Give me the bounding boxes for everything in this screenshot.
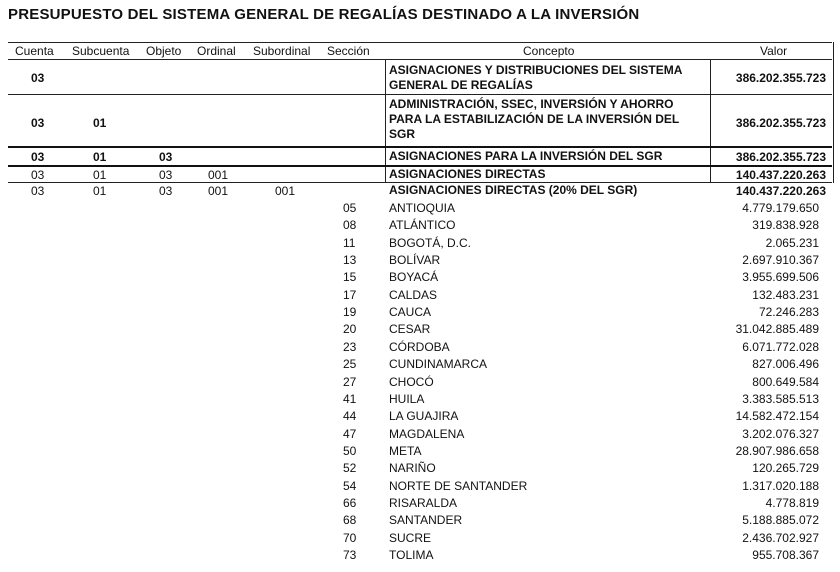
department-name: BOYACÁ bbox=[389, 270, 439, 285]
department-name: ATLÁNTICO bbox=[389, 218, 456, 233]
department-seccion: 11 bbox=[343, 235, 356, 250]
department-row bbox=[0, 494, 840, 511]
department-seccion: 54 bbox=[343, 478, 357, 493]
row-concepto: ADMINISTRACIÓN, SSEC, INVERSIÓN Y AHORRO PARA LA ESTABILIZACIÓN DE LA INVERSIÓN DEL SGR bbox=[389, 97, 680, 141]
department-seccion: 15 bbox=[343, 270, 357, 285]
department-valor: 4.779.179.650 bbox=[742, 201, 819, 215]
department-name: HUILA bbox=[389, 391, 425, 406]
department-seccion: 20 bbox=[343, 322, 357, 337]
department-seccion: 47 bbox=[343, 426, 357, 441]
department-valor: 14.582.472.154 bbox=[735, 409, 819, 424]
department-seccion: 13 bbox=[343, 253, 357, 268]
header-objeto: Objeto bbox=[146, 44, 182, 58]
department-name: CÓRDOBA bbox=[389, 339, 450, 354]
department-valor: 2.697.910.367 bbox=[742, 253, 819, 268]
department-seccion: 23 bbox=[343, 339, 357, 354]
department-row bbox=[0, 286, 840, 303]
department-name: SUCRE bbox=[389, 530, 432, 545]
header-seccion: Sección bbox=[327, 44, 370, 58]
row-valor: 140.437.220.263 bbox=[735, 184, 826, 198]
department-row bbox=[0, 251, 840, 268]
department-row bbox=[0, 355, 840, 372]
department-valor: 800.649.584 bbox=[752, 374, 819, 389]
department-name: LA GUAJIRA bbox=[389, 409, 459, 424]
department-row bbox=[0, 511, 840, 528]
department-name: CHOCÓ bbox=[389, 374, 434, 389]
header-bottom-rule bbox=[8, 59, 832, 60]
department-name: TOLIMA bbox=[389, 548, 434, 562]
department-valor: 72.246.283 bbox=[758, 305, 819, 320]
department-seccion: 19 bbox=[343, 305, 357, 320]
department-seccion: 08 bbox=[343, 218, 357, 233]
department-row bbox=[0, 320, 840, 337]
department-seccion: 70 bbox=[343, 530, 357, 545]
department-row bbox=[0, 268, 840, 285]
department-valor: 319.838.928 bbox=[752, 218, 819, 233]
department-name: SANTANDER bbox=[389, 513, 463, 528]
row-cuenta: 03 bbox=[31, 116, 45, 130]
department-row bbox=[0, 477, 840, 494]
department-valor: 5.188.885.072 bbox=[742, 513, 819, 528]
department-seccion: 05 bbox=[343, 201, 357, 215]
department-row bbox=[0, 442, 840, 459]
row-valor: 140.437.220.263 bbox=[735, 168, 826, 182]
department-valor: 3.383.585.513 bbox=[742, 391, 819, 406]
header-subcuenta: Subcuenta bbox=[72, 44, 130, 58]
header-cuenta: Cuenta bbox=[15, 44, 54, 58]
row-ordinal: 001 bbox=[208, 184, 229, 198]
department-name: CALDAS bbox=[389, 287, 438, 302]
department-row bbox=[0, 459, 840, 476]
department-seccion: 50 bbox=[343, 443, 357, 458]
row-concepto: ASIGNACIONES PARA LA INVERSIÓN DEL SGR bbox=[389, 149, 663, 163]
department-row bbox=[0, 390, 840, 407]
department-name: BOGOTÁ, D.C. bbox=[389, 235, 472, 250]
department-valor: 31.042.885.489 bbox=[735, 322, 819, 337]
department-row bbox=[0, 407, 840, 424]
department-seccion: 41 bbox=[343, 391, 357, 406]
department-row bbox=[0, 338, 840, 355]
department-name: RISARALDA bbox=[389, 495, 458, 510]
row-concepto: ASIGNACIONES DIRECTAS (20% DEL SGR) bbox=[389, 183, 638, 197]
department-row bbox=[0, 303, 840, 320]
department-name: BOLÍVAR bbox=[389, 253, 441, 268]
department-seccion: 25 bbox=[343, 357, 357, 372]
department-valor: 4.778.819 bbox=[765, 495, 819, 510]
row-valor: 386.202.355.723 bbox=[735, 116, 826, 130]
department-name: ANTIOQUIA bbox=[389, 201, 456, 215]
department-valor: 28.907.986.658 bbox=[735, 443, 819, 458]
department-seccion: 52 bbox=[343, 461, 357, 476]
header-subordinal: Subordinal bbox=[253, 44, 311, 58]
department-seccion: 17 bbox=[343, 287, 357, 302]
department-name: NORTE DE SANTANDER bbox=[389, 478, 528, 493]
department-row bbox=[0, 373, 840, 390]
header-valor: Valor bbox=[760, 44, 788, 58]
department-valor: 1.317.020.188 bbox=[742, 478, 819, 493]
row-valor: 386.202.355.723 bbox=[735, 150, 826, 164]
department-name: CESAR bbox=[389, 322, 431, 337]
row-subcuenta: 01 bbox=[93, 168, 107, 182]
row-objeto: 03 bbox=[159, 168, 173, 182]
department-valor: 955.708.367 bbox=[752, 548, 819, 562]
row-concepto: ASIGNACIONES DIRECTAS bbox=[389, 167, 546, 181]
department-seccion: 68 bbox=[343, 513, 357, 528]
department-valor: 6.071.772.028 bbox=[742, 339, 819, 354]
department-valor: 827.006.496 bbox=[752, 357, 819, 372]
row-cuenta: 03 bbox=[31, 150, 45, 164]
page-title: PRESUPUESTO DEL SISTEMA GENERAL DE REGALÍAS DESTINADO A LA INVERSIÓN bbox=[8, 6, 640, 23]
row-ordinal: 001 bbox=[208, 168, 229, 182]
department-valor: 2.436.702.927 bbox=[742, 530, 819, 545]
department-name: CUNDINAMARCA bbox=[389, 357, 488, 372]
department-row bbox=[0, 529, 840, 546]
row-subcuenta: 01 bbox=[93, 116, 107, 130]
row-objeto: 03 bbox=[159, 184, 173, 198]
department-seccion: 44 bbox=[343, 409, 357, 424]
row-cuenta: 03 bbox=[31, 71, 45, 85]
department-name: NARIÑO bbox=[389, 461, 436, 476]
row-rule bbox=[8, 146, 832, 148]
department-seccion: 66 bbox=[343, 495, 357, 510]
row-subcuenta: 01 bbox=[93, 184, 107, 198]
header-ordinal: Ordinal bbox=[197, 44, 236, 58]
row-objeto: 03 bbox=[159, 150, 173, 164]
department-valor: 3.202.076.327 bbox=[742, 426, 819, 441]
row-cuenta: 03 bbox=[31, 168, 45, 182]
row-valor: 386.202.355.723 bbox=[735, 71, 826, 85]
row-rule bbox=[8, 94, 832, 95]
department-name: MAGDALENA bbox=[389, 426, 465, 441]
department-valor: 132.483.231 bbox=[752, 287, 819, 302]
row-subordinal: 001 bbox=[275, 184, 296, 198]
department-row bbox=[0, 425, 840, 442]
header-top-rule bbox=[8, 42, 832, 43]
department-row bbox=[0, 234, 840, 251]
row-cuenta: 03 bbox=[31, 184, 45, 198]
department-seccion: 27 bbox=[343, 374, 357, 389]
row-subcuenta: 01 bbox=[93, 150, 107, 164]
department-row bbox=[0, 199, 840, 216]
department-row bbox=[0, 216, 840, 233]
row-concepto: ASIGNACIONES Y DISTRIBUCIONES DEL SISTEMA GENERAL DE REGALÍAS bbox=[389, 63, 682, 92]
department-name: META bbox=[389, 443, 422, 458]
department-valor: 3.955.699.506 bbox=[742, 270, 819, 285]
department-row bbox=[0, 546, 840, 563]
department-seccion: 73 bbox=[343, 548, 357, 562]
header-concepto: Concepto bbox=[523, 44, 575, 58]
table-right-rule bbox=[833, 42, 834, 183]
department-name: CAUCA bbox=[389, 305, 432, 320]
department-valor: 2.065.231 bbox=[765, 235, 819, 250]
department-valor: 120.265.729 bbox=[752, 461, 819, 476]
